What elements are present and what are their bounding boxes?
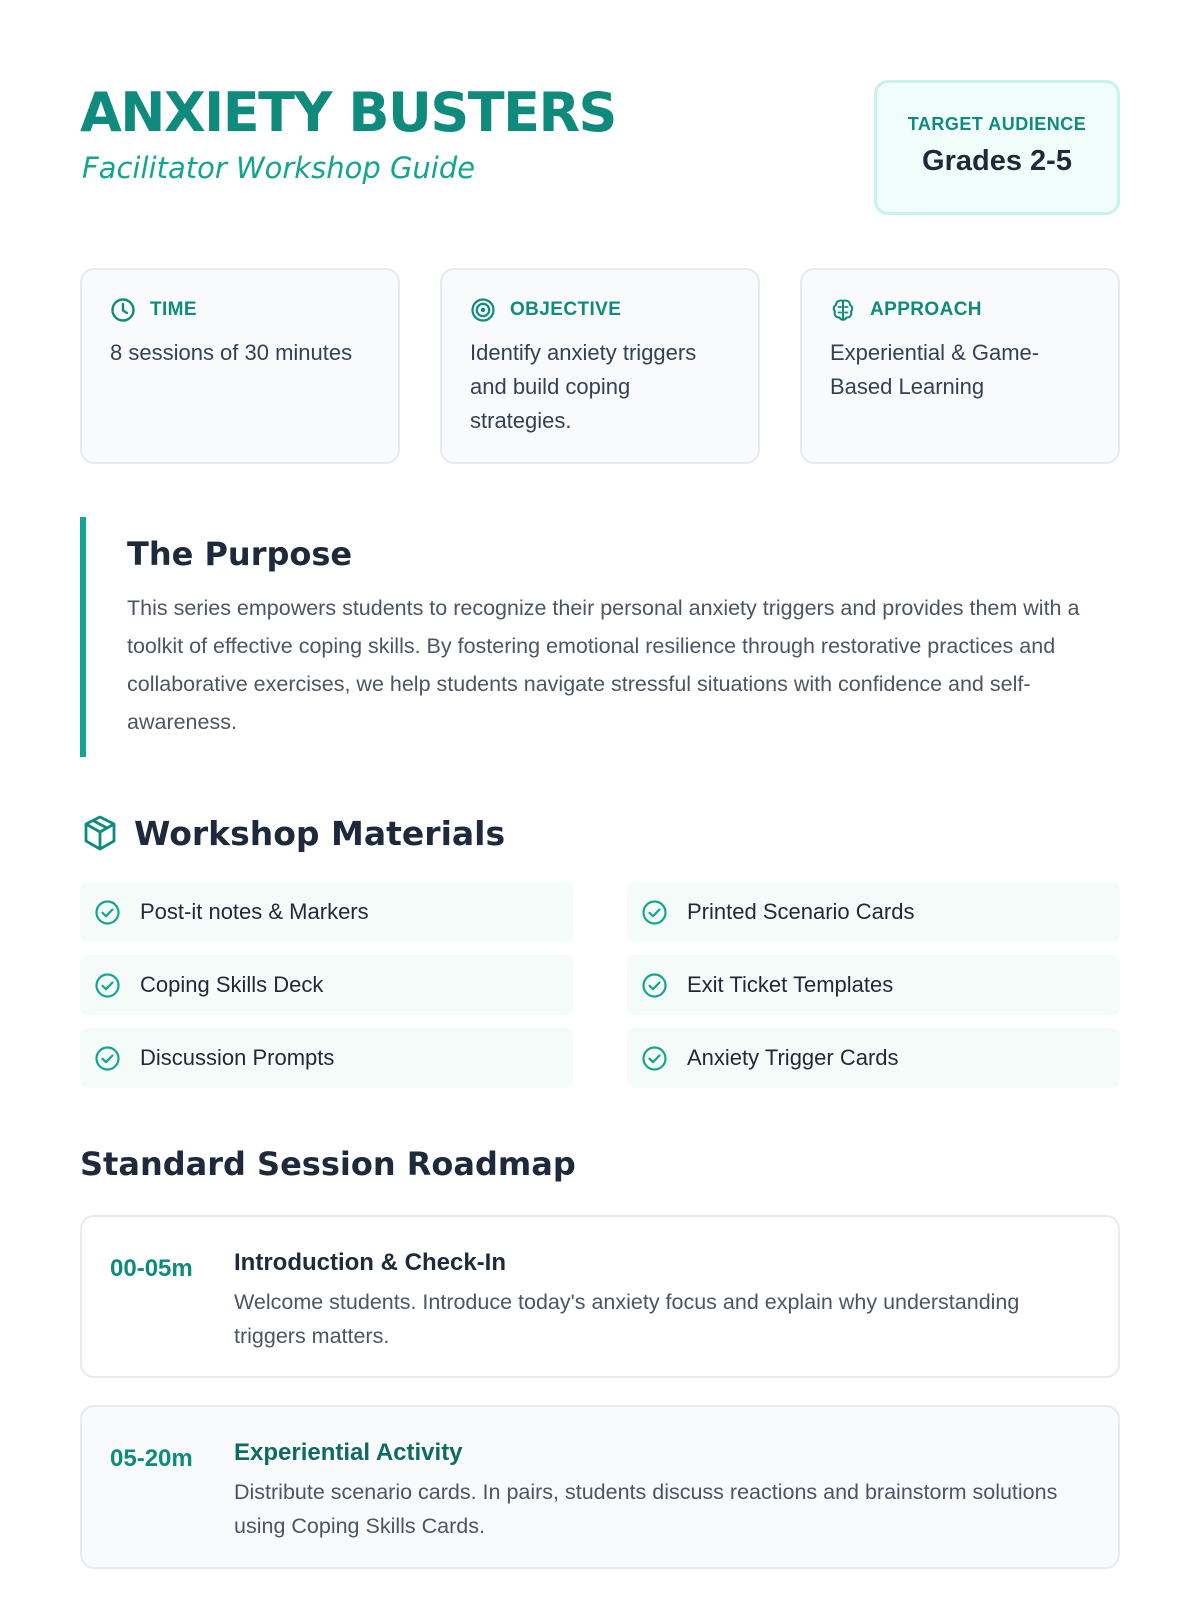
check-circle-icon: [94, 1045, 121, 1072]
material-item: [80, 955, 573, 1015]
objective-card-label: OBJECTIVE: [510, 299, 622, 320]
approach-card-text: Experiential & Game-Based Learning: [830, 340, 1040, 399]
objective-card: [440, 268, 760, 464]
check-circle-icon: [94, 972, 121, 999]
time-card: [80, 268, 400, 464]
info-cards: [80, 268, 1120, 464]
session-time: 00-05m: [110, 1255, 193, 1282]
session-step: [80, 1215, 1120, 1378]
time-card-label: TIME: [150, 299, 197, 320]
roadmap-title: Standard Session Roadmap: [80, 1145, 576, 1183]
material-label: Discussion Prompts: [140, 1045, 335, 1070]
material-label: Exit Ticket Templates: [687, 972, 894, 997]
check-circle-icon: [94, 899, 121, 926]
approach-card-label: APPROACH: [870, 299, 982, 320]
objective-card-text: Identify anxiety triggers and build coping strategies.: [470, 340, 697, 433]
approach-card-header: [830, 296, 982, 324]
material-label: Post-it notes & Markers: [140, 899, 369, 924]
page-subtitle: Facilitator Workshop Guide: [82, 151, 476, 185]
purpose-text: This series empowers students to recognize their personal anxiety triggers and provides them with a toolkit of effective coping skills. By fostering emotional resilience through restorative practices and collaborative exercises, we help students navigate stressful situations with confidence and self-awareness.: [127, 596, 1080, 734]
time-card-text: 8 sessions of 30 minutes: [110, 340, 353, 365]
brain-icon: [830, 297, 856, 323]
objective-card-header: [470, 296, 621, 324]
check-circle-icon: [641, 1045, 668, 1072]
header: [80, 80, 1120, 215]
session-step: [80, 1405, 1120, 1569]
session-description: Welcome students. Introduce today's anxiety focus and explain why understanding triggers matters.: [234, 1290, 1020, 1348]
material-item: [80, 882, 573, 942]
box-icon: [80, 813, 120, 853]
purpose-section: [80, 517, 1120, 757]
target-audience-label: TARGET AUDIENCE: [907, 114, 1087, 134]
check-circle-icon: [641, 972, 668, 999]
check-circle-icon: [641, 899, 668, 926]
material-item: [627, 882, 1120, 942]
session-title: Experiential Activity: [234, 1439, 463, 1466]
material-label: Coping Skills Deck: [140, 972, 324, 997]
session-time: 05-20m: [110, 1445, 193, 1472]
workshop-guide-page: [80, 0, 1120, 1600]
target-icon: [470, 297, 496, 323]
clock-icon: [110, 297, 136, 323]
page-title: ANXIETY BUSTERS: [80, 81, 616, 144]
purpose-title: The Purpose: [127, 535, 353, 573]
material-item: [80, 1028, 573, 1088]
approach-card: [800, 268, 1120, 464]
materials-header: [80, 812, 505, 854]
target-audience-value: Grades 2-5: [922, 145, 1072, 177]
time-card-header: [110, 296, 197, 324]
session-description: Distribute scenario cards. In pairs, students discuss reactions and brainstorm solutions using Coping Skills Cards.: [234, 1480, 1058, 1538]
material-item: [627, 1028, 1120, 1088]
material-label: Printed Scenario Cards: [687, 899, 915, 924]
materials-title: Workshop Materials: [134, 813, 506, 853]
target-audience-badge: [874, 80, 1120, 215]
material-label: Anxiety Trigger Cards: [687, 1045, 899, 1070]
material-item: [627, 955, 1120, 1015]
session-title: Introduction & Check-In: [234, 1249, 506, 1276]
